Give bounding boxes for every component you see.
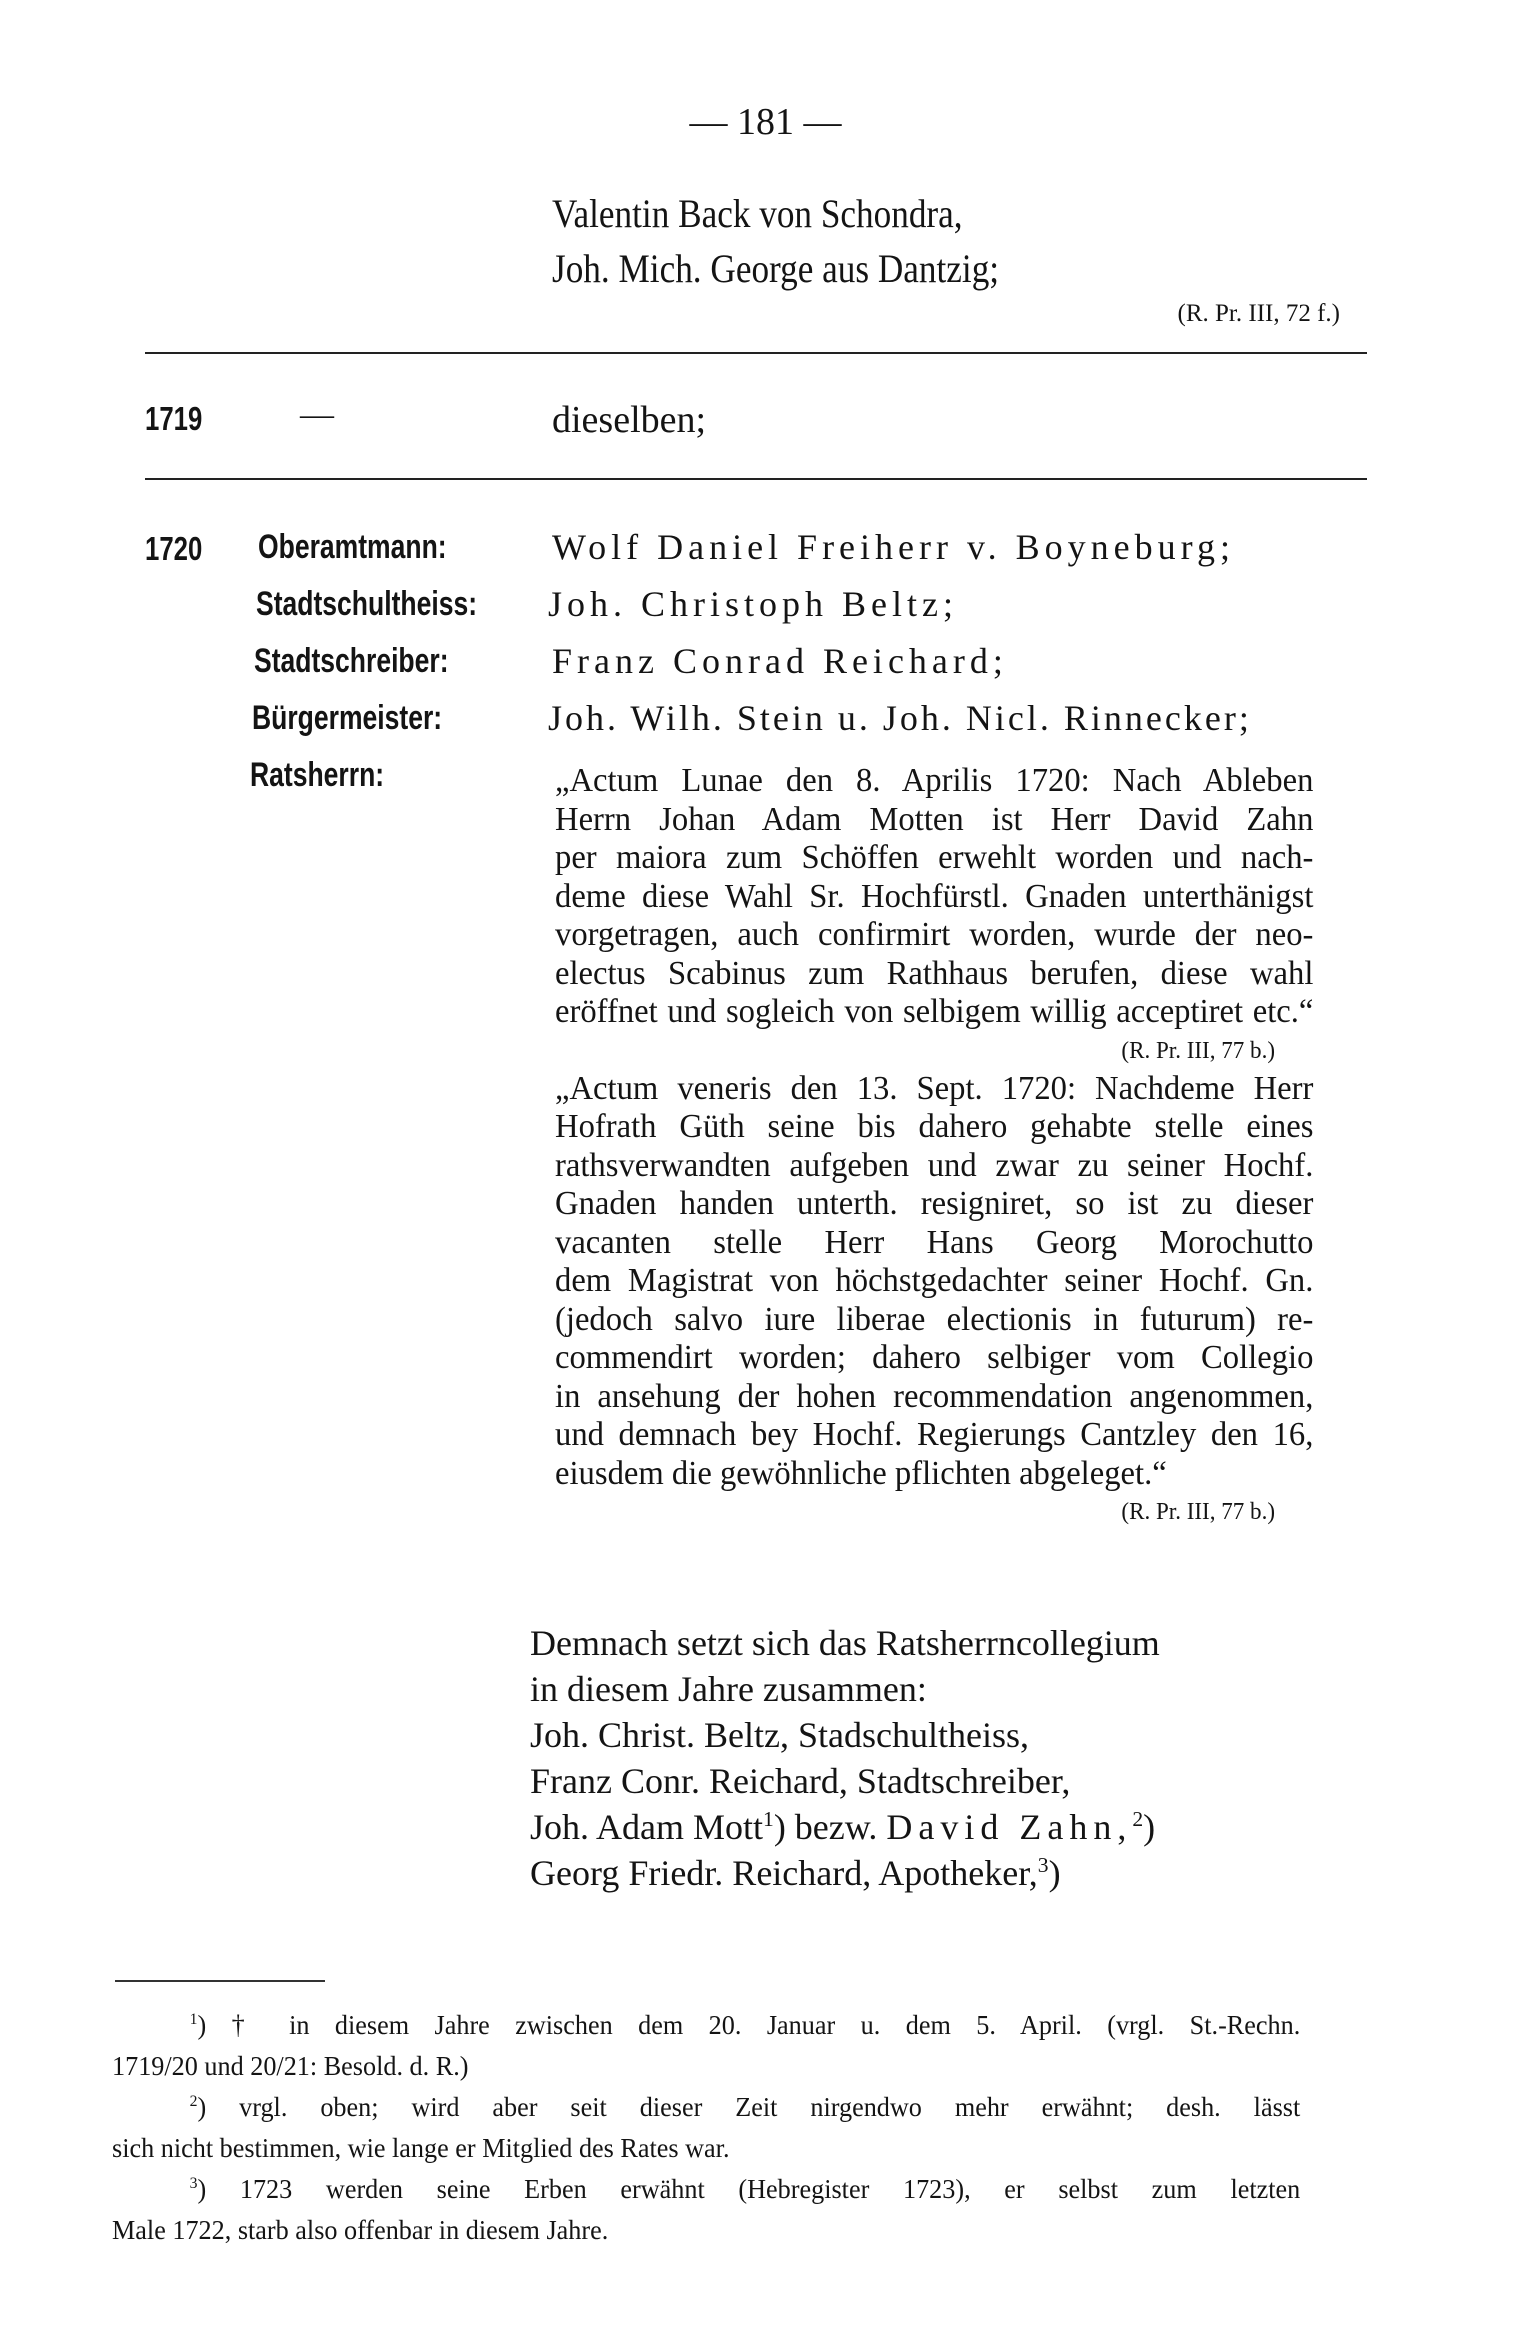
quote-line: deme diese Wahl Sr. Hochfürstl. Gnaden unterthänigst: [555, 877, 1314, 915]
member-name: David Zahn,: [886, 1807, 1133, 1847]
page-number: — 181 —: [689, 101, 842, 143]
quote-line: Gnaden handen unterth. resigniret, so ist zu dieser: [555, 1185, 1314, 1222]
quote-line: rathsverwandten aufgeben und zwar zu seiner Hochf.: [555, 1146, 1314, 1184]
footnotes: [112, 2005, 1300, 2251]
member-text: ): [1048, 1853, 1061, 1893]
footnote-3-cont: Male 1722, starb also offenbar in diesem Jahre.: [112, 2215, 609, 2245]
member-text: ): [1143, 1807, 1156, 1847]
year-label: 1720: [145, 530, 203, 567]
office-holder: Franz Conrad Reichard;: [552, 641, 1008, 681]
same-as-before-text: dieselben;: [552, 399, 707, 441]
quote-line: dem Magistrat von höchstgedachter seiner Hochf. Gn.: [555, 1262, 1314, 1299]
name-line: Joh. Mich. George aus Dantzig;: [552, 246, 1000, 291]
council-member: Franz Conr. Reichard, Stadtschreiber,: [530, 1761, 1071, 1801]
council-member: Joh. Christ. Beltz, Stadschultheiss,: [530, 1715, 1029, 1755]
footnote-3: $^3$) 1723 werden seine Erben erwähnt (Hebregister 1723), er selbst zum letzten: [189, 2174, 1301, 2204]
year-label: 1719: [145, 400, 203, 437]
member-name: Georg Friedr. Reichard, Apotheker,: [530, 1853, 1038, 1893]
source-reference: (R. Pr. III, 77 b.): [1121, 1499, 1275, 1525]
summary-intro-line: Demnach setzt sich das Ratsherrncollegium: [530, 1623, 1160, 1663]
dash: —: [300, 396, 334, 433]
quote-line: (jedoch salvo iure liberae electionis in futurum) re-: [555, 1300, 1314, 1338]
footnote-1-cont: 1719/20 und 20/21: Besold. d. R.): [112, 2051, 469, 2081]
section-divider: [145, 478, 1367, 480]
footnote-2-cont: sich nicht bestimmen, wie lange er Mitglied des Rates war.: [112, 2133, 730, 2163]
name-line: Valentin Back von Schondra,: [552, 191, 963, 236]
section-divider: [145, 352, 1367, 354]
council-member: [530, 1804, 1160, 1850]
quote-line: vacanten stelle Herr Hans Georg Morochutto: [555, 1223, 1314, 1261]
quote-line: per maiora zum Schöffen erwehlt worden und nach-: [555, 839, 1314, 876]
quote-line: eiusdem die gewöhnliche pflichten abgeleget.“: [555, 1454, 1167, 1492]
office-holder: Wolf Daniel Freiherr v. Boyneburg;: [552, 527, 1235, 567]
office-label: Ratsherrn:: [250, 756, 385, 794]
source-reference: (R. Pr. III, 72 f.): [1177, 300, 1340, 327]
quote-line: in ansehung der hohen recommendation angenommen,: [555, 1377, 1314, 1415]
council-member: [530, 1850, 1160, 1896]
quote-line: Hofrath Güth seine bis dahero gehabte stelle eines: [555, 1108, 1314, 1145]
council-summary: [530, 1620, 1160, 1896]
quote-line: vorgetragen, auch confirmirt worden, wurde der neo-: [555, 916, 1314, 953]
office-label: Oberamtmann:: [258, 528, 447, 566]
footnote-marker: 3: [189, 2174, 198, 2192]
member-name: Joh. Adam Mott: [530, 1807, 764, 1847]
office-holder: Joh. Christoph Beltz;: [548, 584, 958, 624]
quote-line: und demnach bey Hochf. Regierungs Cantzley den 16,: [555, 1416, 1314, 1453]
council-quote: [555, 762, 1313, 1531]
footnote-marker: 2: [189, 2092, 198, 2110]
office-holder: Joh. Wilh. Stein u. Joh. Nicl. Rinnecker;: [548, 698, 1252, 738]
summary-intro-line: in diesem Jahre zusammen:: [530, 1669, 927, 1709]
footnote-ref[interactable]: 2: [1132, 1807, 1144, 1831]
quote-line: eröffnet und sogleich von selbigem willig acceptiret etc.“: [555, 993, 1314, 1030]
quote-line: electus Scabinus zum Rathhaus berufen, diese wahl: [555, 954, 1314, 992]
footnote-ref[interactable]: 3: [1037, 1853, 1049, 1877]
footnote-marker: 1: [189, 2010, 198, 2028]
source-reference: (R. Pr. III, 77 b.): [1121, 1037, 1275, 1064]
footnote-ref[interactable]: 1: [763, 1807, 774, 1831]
quote-line: „Actum veneris den 13. Sept. 1720: Nachdeme Herr: [555, 1069, 1314, 1107]
office-label: Bürgermeister:: [252, 699, 443, 737]
member-text: ) bezw.: [773, 1807, 887, 1847]
quote-line: „Actum Lunae den 8. Aprilis 1720: Nach Ableben: [555, 762, 1314, 799]
quote-line: Herrn Johan Adam Motten ist Herr David Zahn: [555, 800, 1314, 838]
footnote-divider: [115, 1980, 325, 1982]
office-label: Stadtschultheiss:: [256, 585, 478, 623]
office-label: Stadtschreiber:: [254, 642, 449, 680]
footnote-1: $^1$) † in diesem Jahre zwischen dem 20. Januar u. dem 5. April. (vrgl. St.-Rechn.: [189, 2010, 1301, 2040]
quote-line: commendirt worden; dahero selbiger vom Collegio: [555, 1339, 1314, 1376]
footnote-2: $^2$) vrgl. oben; wird aber seit dieser Zeit nirgendwo mehr erwähnt; desh. lässt: [189, 2092, 1301, 2122]
